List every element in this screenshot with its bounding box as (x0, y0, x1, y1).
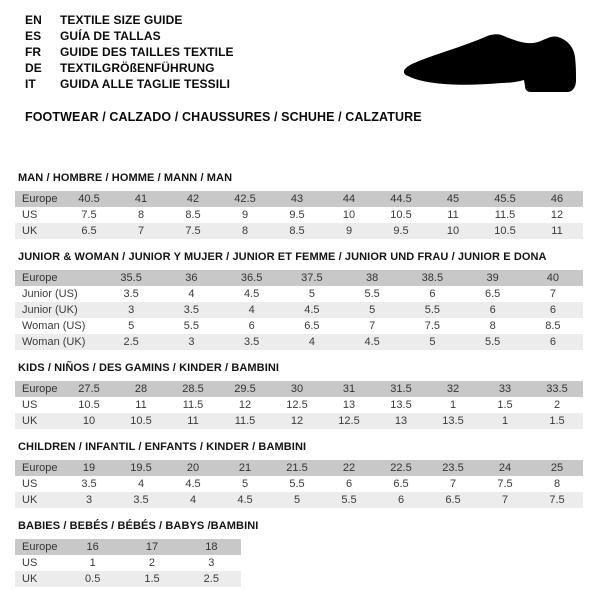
row-label: Europe (15, 539, 63, 555)
size-value: 9 (241, 209, 249, 221)
language-text: GUIDE DES TAILLES TEXTILE (60, 45, 234, 59)
language-text: TEXTILE SIZE GUIDE (60, 13, 183, 27)
size-table-man (15, 191, 583, 239)
size-value: 5 (402, 334, 462, 350)
size-value: 40.5 (63, 191, 115, 207)
size-row (15, 223, 583, 239)
size-value: 6.5 (393, 478, 409, 490)
size-row (15, 476, 583, 492)
row-label: US (22, 557, 38, 569)
size-value: 11.5 (494, 209, 516, 221)
size-value: 27.5 (63, 381, 115, 397)
size-value: 6.5 (63, 223, 115, 239)
size-value: 16 (63, 539, 122, 555)
size-value: 4.5 (185, 478, 201, 490)
size-row (15, 286, 583, 302)
size-value: 8.5 (545, 320, 561, 332)
row-label: UK (15, 571, 63, 587)
size-value: 18 (182, 539, 241, 555)
size-value: 3 (101, 302, 161, 318)
language-code: FR (25, 45, 42, 59)
size-value: 11 (531, 223, 583, 239)
size-value: 23.5 (427, 460, 479, 476)
size-tables (15, 172, 585, 599)
size-value: 5 (308, 288, 315, 300)
size-value: 3.5 (115, 492, 167, 508)
row-label: Junior (US) (22, 288, 78, 300)
language-code: EN (25, 13, 42, 27)
row-label: US (22, 209, 38, 221)
size-value: 10 (63, 413, 115, 429)
size-value: 8.5 (185, 209, 201, 221)
size-value: 12 (550, 209, 564, 221)
size-value: 2.5 (182, 571, 241, 587)
size-value: 5 (128, 320, 135, 332)
size-table-junior-woman (15, 270, 583, 350)
size-value: 8 (553, 478, 561, 490)
size-value: 28.5 (167, 381, 219, 397)
size-value: 11.5 (219, 413, 271, 429)
size-value: 7.5 (81, 209, 97, 221)
row-label: US (22, 399, 38, 411)
size-value: 3 (161, 334, 221, 350)
size-value: 8.5 (271, 223, 323, 239)
size-value: 7.5 (424, 320, 441, 332)
language-code: ES (25, 29, 42, 43)
size-value: 4 (222, 302, 282, 318)
footwear-category-title: FOOTWEAR / CALZADO / CHAUSSURES / SCHUHE / CALZATURE (25, 110, 422, 124)
section-title-kids: KIDS / NIÑOS / DES GAMINS / KINDER / BAMBINI (18, 362, 280, 374)
size-value: 6 (523, 302, 583, 318)
row-label: UK (15, 413, 63, 429)
size-table-children (15, 460, 583, 508)
language-text: GUIDA ALLE TAGLIE TESSILI (60, 77, 231, 91)
size-value: 13.5 (427, 413, 479, 429)
size-value: 5 (241, 478, 249, 490)
size-value: 25 (531, 460, 583, 476)
size-value: 9 (323, 223, 375, 239)
size-value: 35.5 (101, 270, 161, 286)
size-value: 2 (553, 399, 561, 411)
size-value: 6.5 (484, 288, 501, 300)
size-value: 1 (449, 399, 457, 411)
row-label: Junior (UK) (15, 302, 101, 318)
size-value: 4 (137, 478, 145, 490)
language-line (25, 76, 234, 92)
size-value: 6.5 (304, 320, 320, 332)
size-value: 20 (167, 460, 219, 476)
size-value: 9.5 (289, 209, 305, 221)
size-value: 44 (323, 191, 375, 207)
size-value: 6 (375, 492, 427, 508)
row-label: Europe (15, 191, 63, 207)
size-value: 36.5 (222, 270, 282, 286)
size-value: 5.5 (402, 302, 462, 318)
section-title-children: CHILDREN / INFANTIL / ENFANTS / KINDER / BAMBINI (18, 441, 307, 453)
region-header-row (15, 270, 583, 286)
size-value: 10.5 (479, 223, 531, 239)
size-value: 22 (323, 460, 375, 476)
size-value: 6 (429, 288, 436, 300)
size-section-babies (15, 520, 585, 587)
size-value: 19 (63, 460, 115, 476)
size-section-man (15, 172, 585, 239)
size-value: 12.5 (323, 413, 375, 429)
row-label: Europe (15, 460, 63, 476)
size-value: 43 (271, 191, 323, 207)
size-value: 2 (148, 557, 156, 569)
size-value: 8 (489, 320, 496, 332)
size-section-kids (15, 362, 585, 429)
size-value: 13 (375, 413, 427, 429)
size-value: 7.5 (497, 478, 513, 490)
size-value: 7 (369, 320, 376, 332)
size-value: 5.5 (463, 334, 523, 350)
size-value: 28 (115, 381, 167, 397)
size-section-junior-woman (15, 251, 585, 350)
size-value: 3.5 (81, 478, 97, 490)
size-value: 6.5 (427, 492, 479, 508)
language-code: DE (25, 61, 42, 75)
size-value: 3 (63, 492, 115, 508)
size-value: 3.5 (123, 288, 139, 300)
size-value: 45.5 (479, 191, 531, 207)
size-table-babies (15, 539, 241, 587)
size-value: 30 (271, 381, 323, 397)
language-line (25, 44, 234, 60)
size-value: 32 (427, 381, 479, 397)
size-value: 10 (427, 223, 479, 239)
size-value: 39 (463, 270, 523, 286)
size-value: 42 (167, 191, 219, 207)
size-value: 1.5 (122, 571, 181, 587)
size-value: 5.5 (323, 492, 375, 508)
size-value: 33 (479, 381, 531, 397)
size-row (15, 318, 583, 334)
region-header-row (15, 191, 583, 207)
row-label: UK (15, 223, 63, 239)
dress-shoe-icon (390, 24, 590, 104)
size-value: 5.5 (364, 288, 380, 300)
size-row (15, 492, 583, 508)
size-value: 7.5 (167, 223, 219, 239)
size-value: 29.5 (219, 381, 271, 397)
row-label: Woman (UK) (15, 334, 101, 350)
size-value: 12 (271, 413, 323, 429)
size-value: 11 (167, 413, 219, 429)
size-value: 41 (115, 191, 167, 207)
size-row (15, 397, 583, 413)
size-value: 12.5 (286, 399, 308, 411)
size-value: 46 (531, 191, 583, 207)
size-value: 4.5 (243, 288, 260, 300)
size-value: 7 (479, 492, 531, 508)
size-value: 45 (427, 191, 479, 207)
size-value: 13 (342, 399, 356, 411)
size-value: 7 (115, 223, 167, 239)
size-value: 1 (89, 557, 96, 569)
size-value: 1.5 (531, 413, 583, 429)
size-value: 22.5 (375, 460, 427, 476)
size-row (15, 302, 583, 318)
size-value: 8 (219, 223, 271, 239)
language-line (25, 28, 234, 44)
region-header-row (15, 460, 583, 476)
section-title-junior-woman: JUNIOR & WOMAN / JUNIOR Y MUJER / JUNIOR ET FEMME / JUNIOR UND FRAU / JUNIOR E DONA (18, 251, 547, 263)
size-row (15, 555, 241, 571)
language-text: GUÍA DE TALLAS (60, 29, 161, 43)
size-value: 11 (135, 399, 147, 411)
size-value: 5 (271, 492, 323, 508)
size-row (15, 207, 583, 223)
size-value: 11.5 (182, 399, 204, 411)
size-value: 3.5 (161, 302, 221, 318)
size-value: 6 (248, 320, 255, 332)
size-value: 7 (449, 478, 457, 490)
size-section-children (15, 441, 585, 508)
size-value: 4 (167, 492, 219, 508)
size-value: 10.5 (78, 399, 100, 411)
size-value: 9.5 (375, 223, 427, 239)
size-value: 31 (323, 381, 375, 397)
size-value: 5.5 (289, 478, 305, 490)
size-value: 42.5 (219, 191, 271, 207)
size-value: 7 (549, 288, 556, 300)
region-header-row (15, 539, 241, 555)
size-value: 4.5 (282, 302, 342, 318)
size-table-kids (15, 381, 583, 429)
size-value: 44.5 (375, 191, 427, 207)
size-value: 6 (523, 334, 583, 350)
row-label: UK (15, 492, 63, 508)
section-title-babies: BABIES / BEBÉS / BÉBÉS / BABYS /BAMBINI (18, 520, 259, 532)
size-value: 19.5 (115, 460, 167, 476)
size-value: 4 (282, 334, 342, 350)
size-value: 6 (345, 478, 353, 490)
size-value: 5 (342, 302, 402, 318)
size-row (15, 334, 583, 350)
size-value: 1 (479, 413, 531, 429)
language-line (25, 12, 234, 28)
size-value: 0.5 (63, 571, 122, 587)
size-value: 6 (463, 302, 523, 318)
size-value: 10 (342, 209, 356, 221)
size-value: 2.5 (101, 334, 161, 350)
size-value: 17 (122, 539, 181, 555)
language-line (25, 60, 234, 76)
size-value: 33.5 (531, 381, 583, 397)
size-value: 3.5 (222, 334, 282, 350)
size-value: 24 (479, 460, 531, 476)
row-label: Europe (15, 381, 63, 397)
size-value: 31.5 (375, 381, 427, 397)
size-value: 11 (447, 209, 459, 221)
size-value: 36 (161, 270, 221, 286)
language-text: TEXTILGRÖßENFÜHRUNG (60, 61, 215, 75)
size-value: 10.5 (390, 209, 412, 221)
size-row (15, 413, 583, 429)
size-value: 13.5 (390, 399, 412, 411)
row-label: US (22, 478, 38, 490)
size-value: 10.5 (115, 413, 167, 429)
size-row (15, 571, 241, 587)
size-value: 37.5 (282, 270, 342, 286)
size-value: 21.5 (271, 460, 323, 476)
language-code: IT (25, 77, 36, 91)
size-value: 7.5 (531, 492, 583, 508)
size-value: 8 (137, 209, 145, 221)
size-value: 40 (523, 270, 583, 286)
region-header-row (15, 381, 583, 397)
size-value: 5.5 (183, 320, 200, 332)
size-value: 4 (188, 288, 195, 300)
language-title-block (25, 12, 234, 92)
size-value: 38.5 (402, 270, 462, 286)
size-value: 4.5 (219, 492, 271, 508)
size-value: 21 (219, 460, 271, 476)
row-label: Woman (US) (22, 320, 86, 332)
row-label: Europe (15, 270, 101, 286)
size-value: 1.5 (497, 399, 513, 411)
section-title-man: MAN / HOMBRE / HOMME / MANN / MAN (18, 172, 233, 184)
size-value: 38 (342, 270, 402, 286)
size-value: 3 (208, 557, 215, 569)
size-value: 12 (238, 399, 252, 411)
size-value: 4.5 (342, 334, 402, 350)
